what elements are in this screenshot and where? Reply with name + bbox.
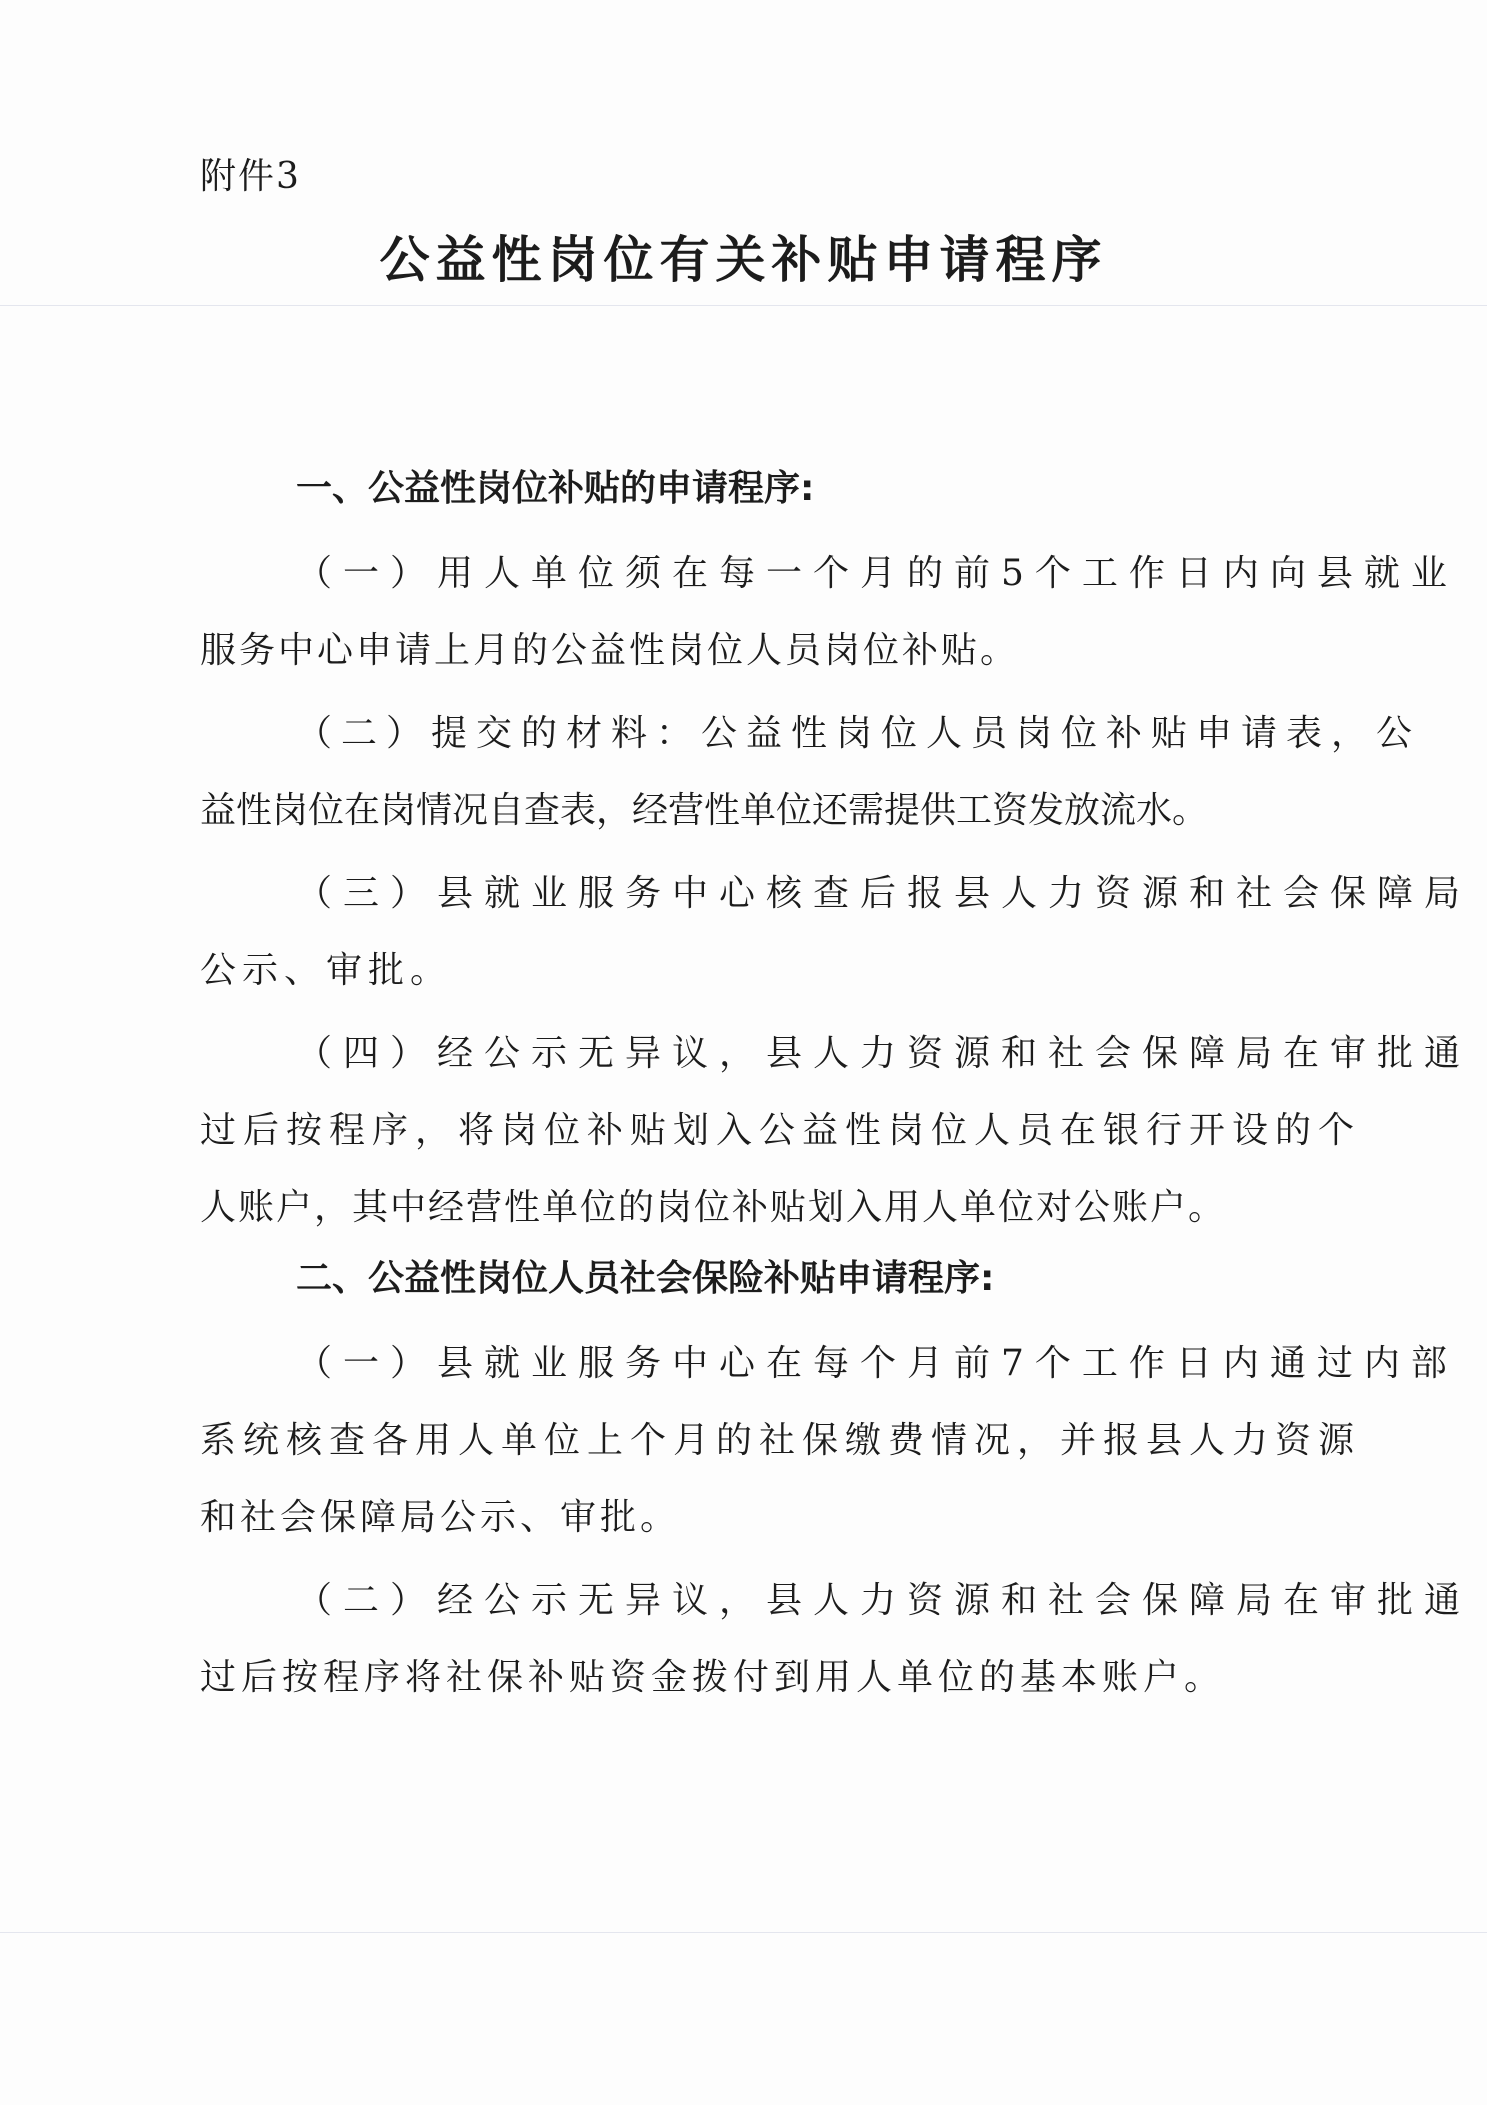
paragraph-line: （四）经公示无异议，县人力资源和社会保障局在审批通 xyxy=(296,1033,1472,1074)
paragraph-line: （一）用人单位须在每一个月的前5个工作日内向县就业 xyxy=(296,553,1458,594)
attachment-label: 附件3 xyxy=(200,156,301,197)
scan-artifact-line xyxy=(0,1932,1487,1933)
paragraph-line: 人账户，其中经营性单位的岗位补贴划入用人单位对公账户。 xyxy=(200,1187,1227,1228)
section-heading: 二、公益性岗位人员社会保险补贴申请程序: xyxy=(296,1258,995,1299)
paragraph-line: 过后按程序将社保补贴资金拨付到用人单位的基本账户。 xyxy=(200,1657,1226,1698)
paragraph-line: 系统核查各用人单位上个月的社保缴费情况，并报县人力资源 xyxy=(200,1420,1362,1461)
paragraph-line: 过后按程序，将岗位补贴划入公益性岗位人员在银行开设的个 xyxy=(200,1110,1362,1151)
paragraph-line: 公示、审批。 xyxy=(200,950,453,991)
paragraph-line: 服务中心申请上月的公益性岗位人员岗位补贴。 xyxy=(200,630,1020,671)
section-heading: 一、公益性岗位补贴的申请程序: xyxy=(296,468,815,509)
document-title: 公益性岗位有关补贴申请程序 xyxy=(379,230,1108,289)
paragraph-line: （二）提交的材料：公益性岗位人员岗位补贴申请表，公 xyxy=(296,713,1422,754)
paragraph-line: 益性岗位在岗情况自查表，经营性单位还需提供工资发放流水。 xyxy=(200,790,1209,831)
paragraph-line: （一）县就业服务中心在每个月前7个工作日内通过内部 xyxy=(296,1343,1458,1384)
paragraph-line: （三）县就业服务中心核查后报县人力资源和社会保障局 xyxy=(296,873,1472,914)
paragraph-line: 和社会保障局公示、审批。 xyxy=(200,1497,681,1538)
scan-artifact-line xyxy=(0,305,1487,306)
paragraph-line: （二）经公示无异议，县人力资源和社会保障局在审批通 xyxy=(296,1580,1472,1621)
